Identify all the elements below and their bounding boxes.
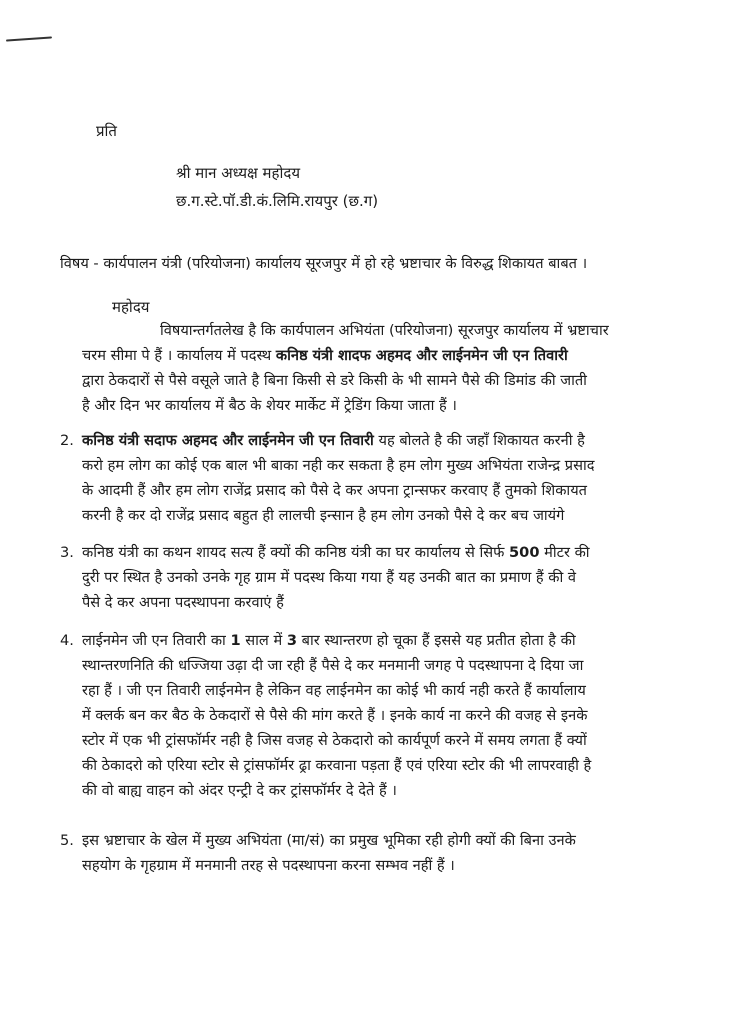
item-3-line-1-c: मीटर की [539,544,590,561]
item-2-number: 2. [60,432,74,449]
item-2-line-2: करो हम लोग का कोई एक बाल भी बाका नही कर सकता है हम लोग मुख्य अभियंता राजेन्द्र प्रसाद [82,457,595,474]
paragraph-1 [82,318,609,418]
item-4-line-6: की ठेकादरो को एरिया स्टोर से ट्रांसफॉर्मर ढ्रा करवाना पड़ता हैं एवं एरिया स्टोर की भी लापरवाही है [82,757,592,774]
item-5-number: 5. [60,832,74,849]
item-3 [82,540,590,615]
item-4-line-4: में क्लर्क बन कर बैठ के ठेकदारों से पैसे की मांग करते हैं । इनके कार्य ना करने की वजह से इनके [82,707,588,724]
item-2-names-bold: कनिष्ठ यंत्री सदाफ अहमद और लाईनमेन जी एन तिवारी [82,432,374,449]
item-2-line-1 [82,428,595,453]
subject-line: विषय - कार्यपालन यंत्री (परियोजना) कार्यालय सूरजपुर में हो रहे भ्रष्टाचार के विरुद्ध शिकायत बाबत । [60,255,588,272]
recipient-line-1: श्री मान अध्यक्ष महोदय [176,164,301,182]
item-4-line-5: स्टोर में एक भी ट्रांसफॉर्मर नही है जिस वजह से ठेकदारो को कार्यपूर्ण करने में समय लगता हैं क्यों [82,732,587,749]
salutation-to: प्रति [96,122,117,140]
item-2-line-3: के आदमी हैं और हम लोग राजेंद्र प्रसाद को पैसे दे कर अपना ट्रान्सफर करवाए हैं तुमको शिकायत [82,482,587,499]
item-4-line-7: की वो बाह्य वाहन को अंदर एन्ट्री दे कर ट्रांसफॉर्मर दे देते हैं । [82,782,397,799]
item-3-distance-bold: 500 [509,544,540,561]
item-2-line-1-text: यह बोलते है की जहाँ शिकायत करनी है [373,432,585,449]
paragraph-1-line-1: विषयान्तर्गतलेख है कि कार्यपालन अभियंता (परियोजना) सूरजपुर कार्यालय में भ्रष्टाचार [160,322,609,339]
item-4-line-3: रहा हैं । जी एन तिवारी लाईनमेन है लेकिन वह लाईनमेन का कोई भी कार्य नही करते हैं कार्यालाय [82,682,586,699]
paragraph-1-line-2-text: चरम सीमा पे हैं । कार्यालय में पदस्थ [82,347,276,364]
item-4-line-1-c: साल में [240,632,287,649]
greeting: महोदय [112,298,150,316]
item-3-line-1 [82,540,590,565]
item-4-line-1 [82,628,591,653]
item-3-line-3: पैसे दे कर अपना पदस्थापना करवाएं हैं [82,594,284,611]
item-4-line-1-e: बार स्थान्तरण हो चूका हैं इससे यह प्रतीत होता है की [296,632,576,649]
item-3-line-1-a: कनिष्ठ यंत्री का कथन शायद सत्य हैं क्यों की कनिष्ठ यंत्री का घर कार्यालय से सिर्फ [82,544,510,561]
item-4-times-bold: 3 [286,632,297,649]
item-4-number: 4. [60,632,74,649]
pen-mark [6,36,52,41]
item-2-line-4: करनी है कर दो राजेंद्र प्रसाद बहुत ही लालची इन्सान है हम लोग उनको पैसे दे कर बच जायंगे [82,507,565,524]
item-3-number: 3. [60,544,74,561]
paragraph-1-line-3: द्वारा ठेकदारों से पैसे वसूले जाते है बिना किसी से डरे किसी के भी सामने पैसे की डिमांड की जाती [82,372,587,389]
item-2 [82,428,595,528]
item-4 [82,628,591,803]
item-4-years-bold: 1 [230,632,241,649]
item-4-line-1-a: लाईनमेन जी एन तिवारी का [82,632,231,649]
recipient-line-2: छ.ग.स्टे.पॉ.डी.कं.लिमि.रायपुर (छ.ग) [176,192,379,210]
accused-names-bold: कनिष्ठ यंत्री शादफ अहमद और लाईनमेन जी एन तिवारी [275,347,568,364]
item-4-line-2: स्थान्तरणनिति की धज्जिया उढ़ा दी जा रही हैं पैसे दे कर मनमानी जगह पे पदस्थापना दे दिया जा [82,657,584,674]
paragraph-1-line-2 [82,343,609,368]
paragraph-1-line-4: है और दिन भर कार्यालय में बैठ के शेयर मार्केट में ट्रेडिंग किया जाता हैं । [82,397,457,414]
item-3-line-2: दुरी पर स्थित है उनको उनके गृह ग्राम में पदस्थ किया गया हैं यह उनकी बात का प्रमाण हैं की वे [82,569,577,586]
item-5-line-2: सहयोग के गृहग्राम में मनमानी तरह से पदस्थापना करना सम्भव नहीं हैं । [82,857,455,874]
item-5 [82,828,576,878]
item-5-line-1: इस भ्रष्टाचार के खेल में मुख्य अभियंता (मा/सं) का प्रमुख भूमिका रही होगी क्यों की बिना उनके [82,832,576,849]
